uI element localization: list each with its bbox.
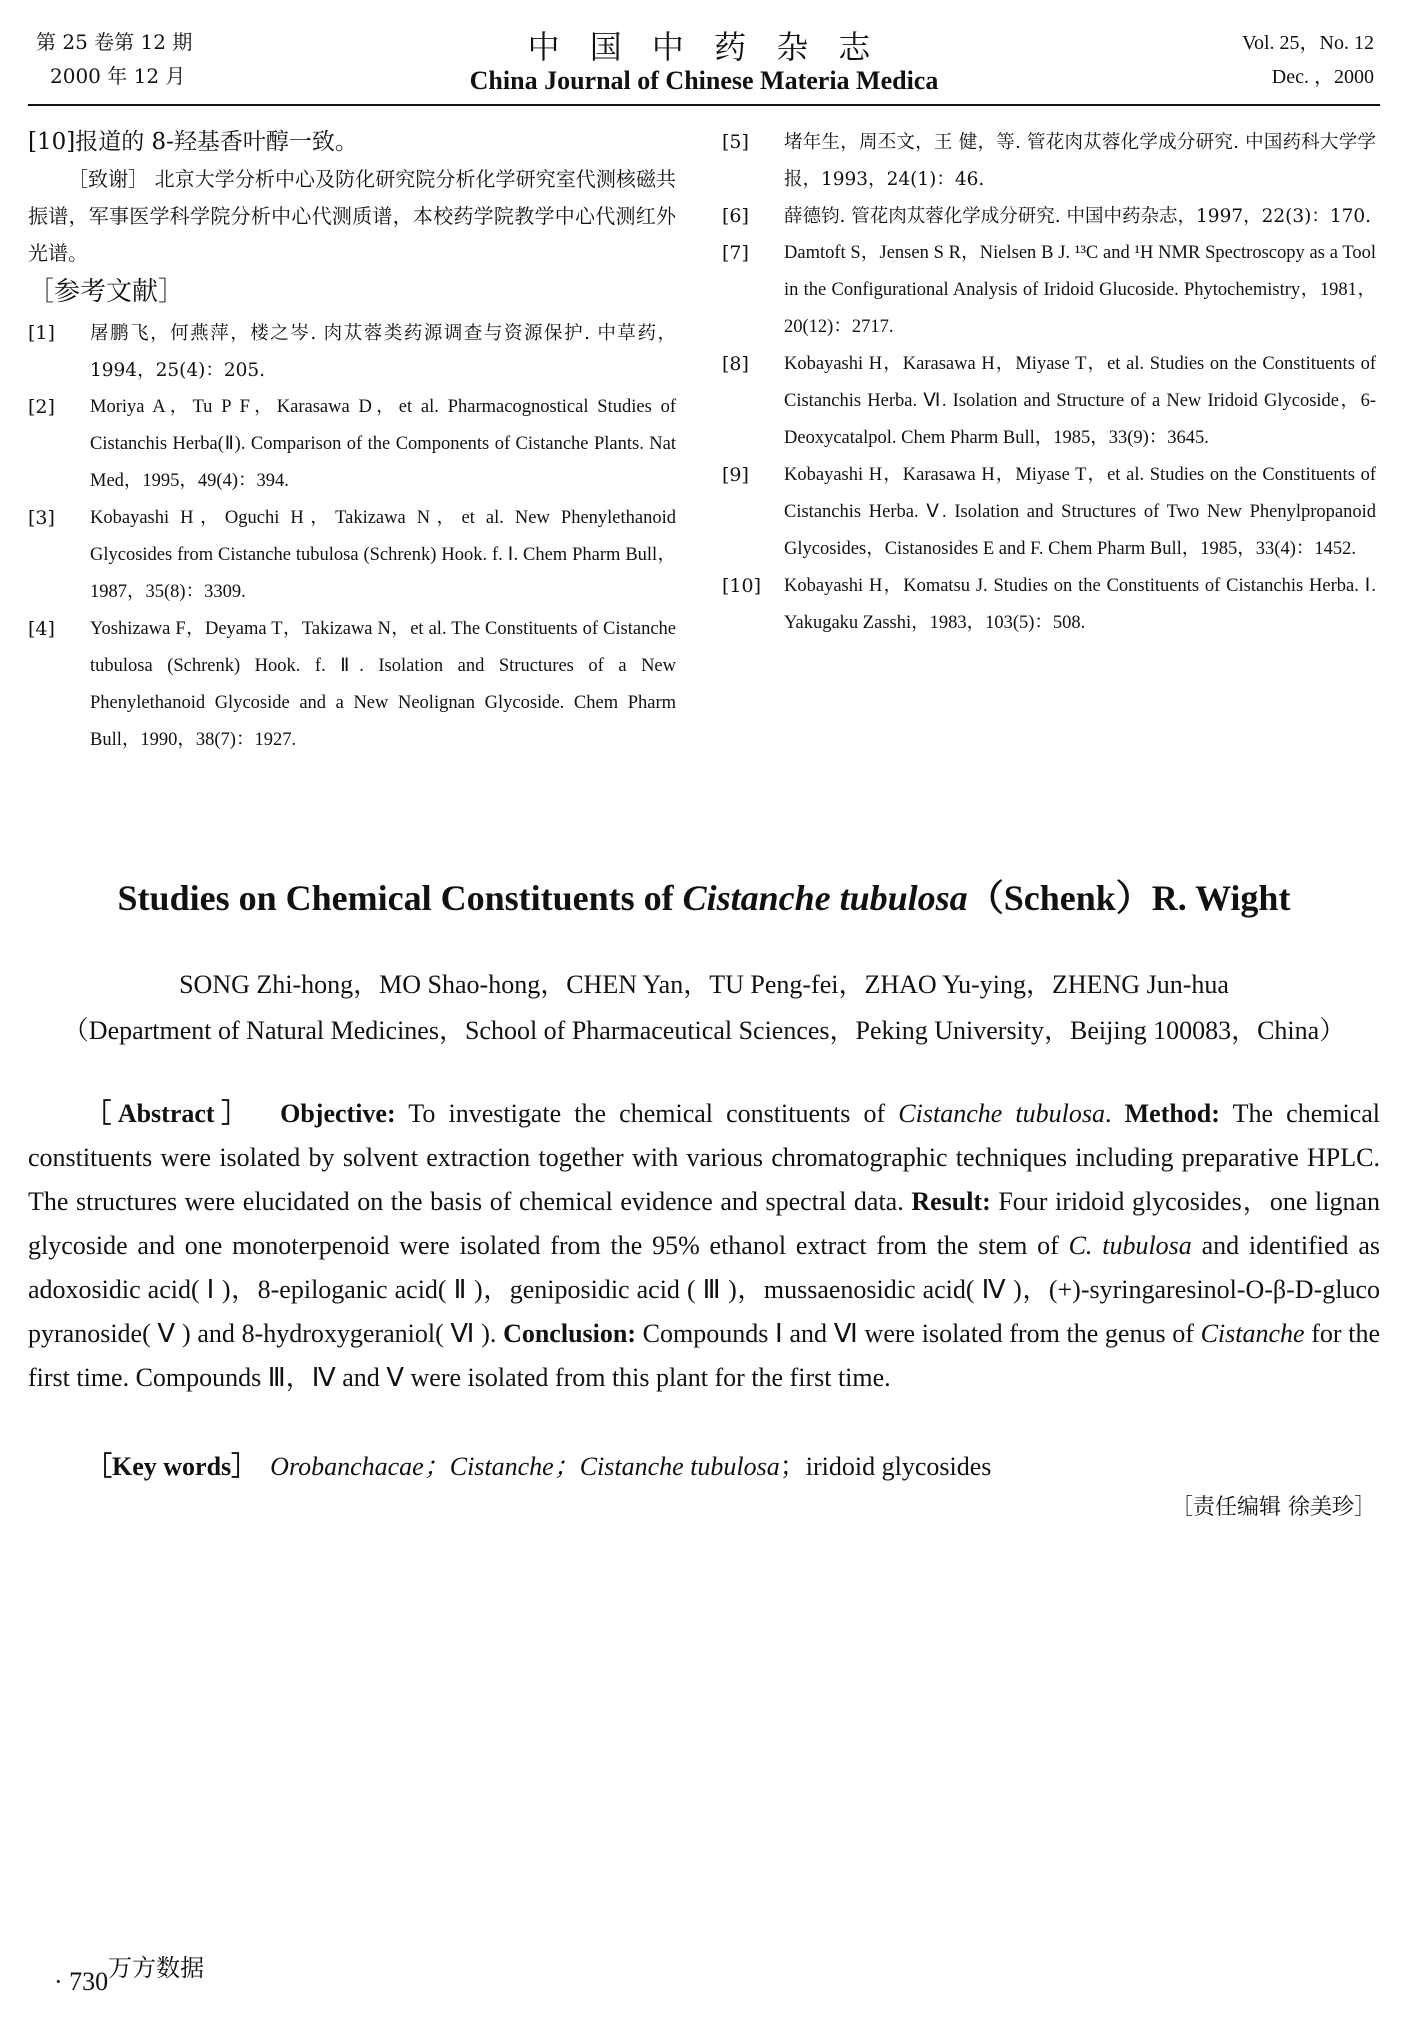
acknowledgement: ［致谢］ 北京大学分析中心及防化研究院分析化学研究室代测核磁共振谱，军事医学科学院分析中心代测质谱，本校药学院教学中心代测红外光谱。 xyxy=(28,167,676,265)
reference-text: Moriya A，Tu P F，Karasawa D，et al. Pharmacognostical Studies of Cistanchis Herba(Ⅱ). Comparison of the Components of Cistanche Plants. Nat Med，1995，49(4)：394. xyxy=(90,397,676,491)
title-species: Cistanche tubulosa xyxy=(682,878,968,918)
left-column xyxy=(28,124,676,759)
reference-3 xyxy=(28,500,676,611)
reference-number: [2] xyxy=(28,396,55,418)
reference-text: Damtoft S，Jensen S R，Nielsen B J. ¹³C and ¹H NMR Spectroscopy as a Tool in the Configurational Analysis of Iridoid Glucoside. Phytochemistry，1981，20(12)：2717. xyxy=(784,243,1376,337)
references-heading: ［参考文献］ xyxy=(28,277,185,307)
method-text: The chemical constituents were isolated by solvent extraction together with various chromatographic techniques including preparative HPLC. The structures were elucidated on the basis of chemical evidence and spectral data. xyxy=(28,1099,1380,1216)
continuation-text: [10]报道的 8-羟基香叶醇一致。 xyxy=(28,129,358,155)
reference-10 xyxy=(722,568,1376,642)
conclusion-text: Compounds Ⅰ and Ⅵ were isolated from the genus of xyxy=(635,1319,1201,1348)
reference-5 xyxy=(722,124,1376,198)
conclusion-genus: Cistanche xyxy=(1200,1319,1305,1348)
result-text: and identified as adoxosidic acid( Ⅰ )，8-epiloganic acid( Ⅱ )，geniposidic acid ( Ⅲ )，mussaenosidic acid( Ⅳ )，(+)-syringaresinol-O-β-D-gluco pyranoside( Ⅴ ) and 8-hydroxygeraniol( Ⅵ ). xyxy=(28,1231,1380,1348)
english-authors: SONG Zhi-hong，MO Shao-hong，CHEN Yan，TU Peng-fei，ZHAO Yu-ying，ZHENG Jun-hua xyxy=(179,970,1229,999)
reference-number: [8] xyxy=(722,353,749,375)
result-text: Four iridoid glycosides，one lignan glycoside and one monoterpenoid were isolated from the 95% ethanol extract from the stem of xyxy=(28,1187,1381,1260)
reference-8 xyxy=(722,346,1376,457)
reference-number: [3] xyxy=(28,507,55,529)
abstract-paragraph xyxy=(28,1092,1380,1400)
reference-number: [6] xyxy=(722,205,749,227)
keywords-label: ［Key words］ xyxy=(86,1452,258,1481)
title-part: （Schenk）R. Wight xyxy=(967,878,1291,918)
reference-9 xyxy=(722,457,1376,568)
reference-text: Kobayashi H，Oguchi H，Takizawa N，et al. New Phenylethanoid Glycosides from Cistanche tubulosa (Schrenk) Hook. f. Ⅰ. Chem Pharm Bull，1987，35(8)：3309. xyxy=(90,508,676,602)
objective-end: . xyxy=(1104,1099,1112,1128)
reference-6 xyxy=(722,198,1376,235)
english-title xyxy=(28,870,1380,921)
responsible-editor: ［责任编辑 徐美珍］ xyxy=(1171,1495,1376,1520)
title-part: Studies on Chemical Constituents of xyxy=(117,878,683,918)
english-abstract xyxy=(28,1092,1380,1400)
volume-en: Vol. 25，No. 12 xyxy=(1242,32,1374,54)
reference-7 xyxy=(722,235,1376,346)
abstract-label: ［Abstract］ xyxy=(85,1099,254,1128)
conclusion-text: for the first time. Compounds Ⅲ，Ⅳ and Ⅴ were isolated from this plant for the first time. xyxy=(28,1319,1380,1392)
reference-number: [9] xyxy=(722,464,749,486)
result-label: Result: xyxy=(911,1187,991,1216)
keywords xyxy=(28,1446,1408,1483)
keywords-italic: Orobanchacae；Cistanche；Cistanche tubulosa xyxy=(270,1452,780,1481)
header-rule xyxy=(28,104,1380,106)
reference-text: Kobayashi H，Karasawa H，Miyase T，et al. Studies on the Constituents of Cistanchis Herba. Ⅵ. Isolation and Structure of a New Iridoid Glycoside，6-Deoxycatalpol. Chem Pharm Bull，1985，33(9)：3645. xyxy=(784,354,1376,448)
reference-text: Kobayashi H，Karasawa H，Miyase T，et al. Studies on the Constituents of Cistanchis Herba. Ⅴ. Isolation and Structures of Two New Phenylpropanoid Glycosides，Cistanosides E and F. Chem Pharm Bull，1985，33(4)：1452. xyxy=(784,465,1376,559)
conclusion-label: Conclusion: xyxy=(503,1319,636,1348)
reference-1 xyxy=(28,315,676,389)
reference-text: 屠鹏飞，何燕萍，楼之岑. 肉苁蓉类药源调查与资源保护. 中草药，1994，25(4)：205. xyxy=(90,323,676,381)
date-cn: 2000 年 12 月 xyxy=(50,64,186,88)
date-en: Dec. ，2000 xyxy=(1271,66,1374,88)
english-affiliation: （Department of Natural Medicines，School of Pharmaceutical Sciences，Peking University，Beijing 100083，China） xyxy=(62,1016,1346,1045)
objective-text: To investigate the chemical constituents of xyxy=(395,1099,899,1128)
reference-number: [10] xyxy=(722,575,762,597)
reference-text: Kobayashi H，Komatsu J. Studies on the Constituents of Cistanchis Herba. Ⅰ. Yakugaku Zasshi，1983，103(5)：508. xyxy=(784,576,1376,633)
keywords-plain: ；iridoid glycosides xyxy=(779,1452,992,1481)
objective-species: Cistanche tubulosa xyxy=(898,1099,1105,1128)
method-label: Method: xyxy=(1124,1099,1220,1128)
watermark: 万方数据 xyxy=(108,1954,205,1982)
running-header xyxy=(28,22,1380,102)
page-number: 730 xyxy=(69,1967,109,1996)
volume-cn: 第 25 卷第 12 期 xyxy=(36,30,193,54)
footer-bullet: · xyxy=(54,1967,63,1996)
reference-text: 堵年生，周丕文，王 健，等. 管花肉苁蓉化学成分研究. 中国药科大学学报，1993，24(1)：46. xyxy=(784,132,1376,190)
reference-text: Yoshizawa F，Deyama T，Takizawa N，et al. The Constituents of Cistanche tubulosa (Schrenk) Hook. f. Ⅱ. Isolation and Structures of a New Phenylethanoid Glycoside and a New Neolignan Glycoside. Chem Pharm Bull，1990，38(7)：1927. xyxy=(90,619,676,750)
reference-number: [4] xyxy=(28,618,55,640)
objective-label: Objective: xyxy=(280,1099,396,1128)
reference-number: [5] xyxy=(722,131,749,153)
right-column xyxy=(722,124,1376,642)
reference-text: 薛德钧. 管花肉苁蓉化学成分研究. 中国中药杂志，1997，22(3)：170. xyxy=(784,206,1372,227)
reference-4 xyxy=(28,611,676,759)
journal-title-en: China Journal of Chinese Materia Medica xyxy=(469,66,939,95)
journal-title-cn: 中 国 中 药 杂 志 xyxy=(527,28,881,66)
page-footer xyxy=(54,1954,205,1997)
reference-number: [7] xyxy=(722,242,749,264)
reference-2 xyxy=(28,389,676,500)
reference-number: [1] xyxy=(28,322,55,344)
result-species: C. tubulosa xyxy=(1068,1231,1192,1260)
